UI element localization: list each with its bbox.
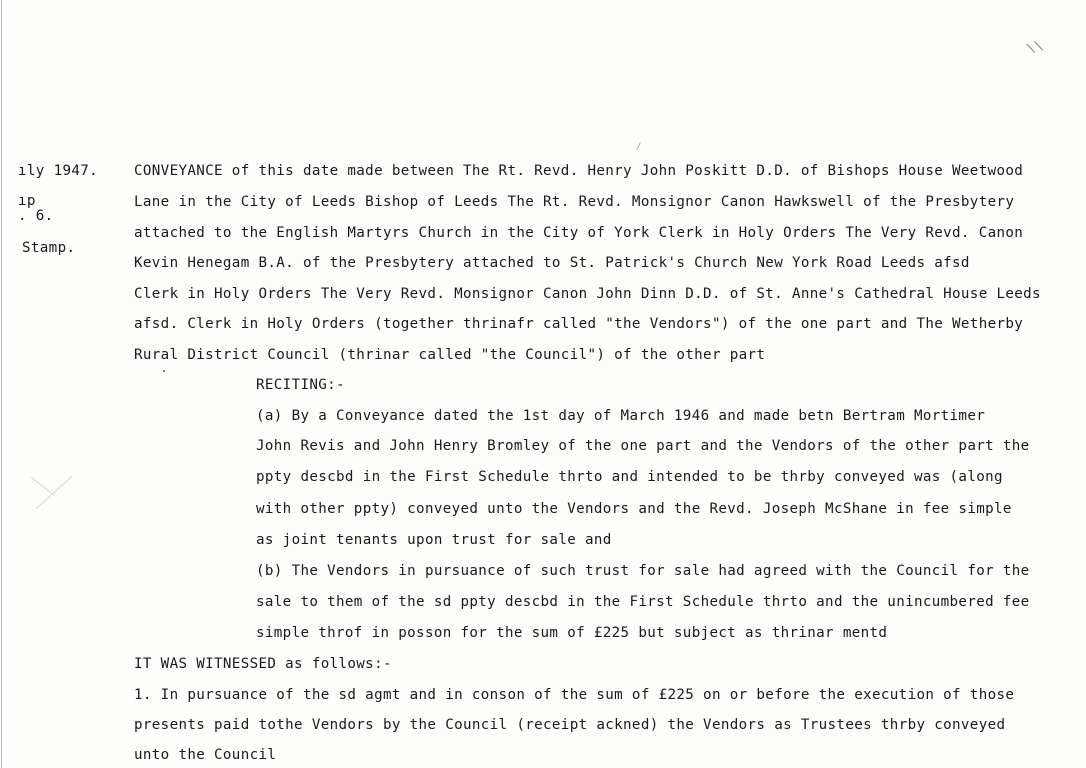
recital-a-line: as joint tenants upon trust for sale and: [256, 532, 612, 548]
conveyance-line: Clerk in Holy Orders The Very Revd. Monsignor Canon John Dinn D.D. of St. Anne's Cathedral House Leeds: [134, 286, 1041, 302]
recital-a-line: ppty descbd in the First Schedule thrto and intended to be thrby conveyed was (along: [256, 469, 1003, 485]
ink-dot: [163, 370, 165, 372]
recital-b-line: (b) The Vendors in pursuance of such trust for sale had agreed with the Council for the: [256, 563, 1030, 579]
recital-a-line: (a) By a Conveyance dated the 1st day of March 1946 and made betn Bertram Mortimer: [256, 408, 986, 424]
conveyance-line: Kevin Henegam B.A. of the Presbytery attached to St. Patrick's Church New York Road Leeds afsd: [134, 255, 970, 271]
conveyance-line: attached to the English Martyrs Church in the City of York Clerk in Holy Orders The Very Revd. Canon: [134, 225, 1024, 241]
recital-b-line: simple throf in posson for the sum of £225 but subject as thrinar mentd: [256, 625, 888, 641]
ink-speck: /: [636, 142, 642, 152]
witnessed-heading: IT WAS WITNESSED as follows:-: [134, 656, 392, 672]
margin-stamp-note: ıp: [18, 193, 36, 209]
recital-b-line: sale to them of the sd ppty descbd in the First Schedule thrto and the unincumbered fee: [256, 594, 1030, 610]
corner-pencil-mark: \\: [1025, 37, 1046, 58]
page-edge-line: [1, 0, 2, 768]
clause-1-line: unto the Council: [134, 747, 277, 763]
margin-date-note: ıly 1947.: [18, 163, 99, 179]
conveyance-line: Lane in the City of Leeds Bishop of Leeds The Rt. Revd. Monsignor Canon Hawkswell of the Presbytery: [134, 194, 1015, 210]
recital-a-line: John Revis and John Henry Bromley of the one part and the Vendors of the other part the: [256, 438, 1030, 454]
conveyance-line: Rural District Council (thrinar called "the Council") of the other part: [134, 347, 766, 363]
conveyance-line: CONVEYANCE of this date made between The Rt. Revd. Henry John Poskitt D.D. of Bishops House Weetwood: [134, 163, 1024, 179]
faint-bleedthrough-stroke: [36, 476, 72, 509]
margin-stamp-number: . 6.: [18, 208, 54, 224]
faint-bleedthrough-stroke: [31, 477, 55, 496]
margin-stamp-label: Stamp.: [22, 240, 76, 256]
recital-a-line: with other ppty) conveyed unto the Vendors and the Revd. Joseph McShane in fee simple: [256, 501, 1012, 517]
conveyance-line: afsd. Clerk in Holy Orders (together thrinafr called "the Vendors") of the one part and The Wetherby: [134, 316, 1024, 332]
clause-1-line: 1. In pursuance of the sd agmt and in conson of the sum of £225 on or before the execution of those: [134, 687, 1015, 703]
clause-1-line: presents paid tothe Vendors by the Council (receipt ackned) the Vendors as Trustees thrby conveyed: [134, 717, 1006, 733]
reciting-heading: RECITING:-: [256, 377, 345, 393]
